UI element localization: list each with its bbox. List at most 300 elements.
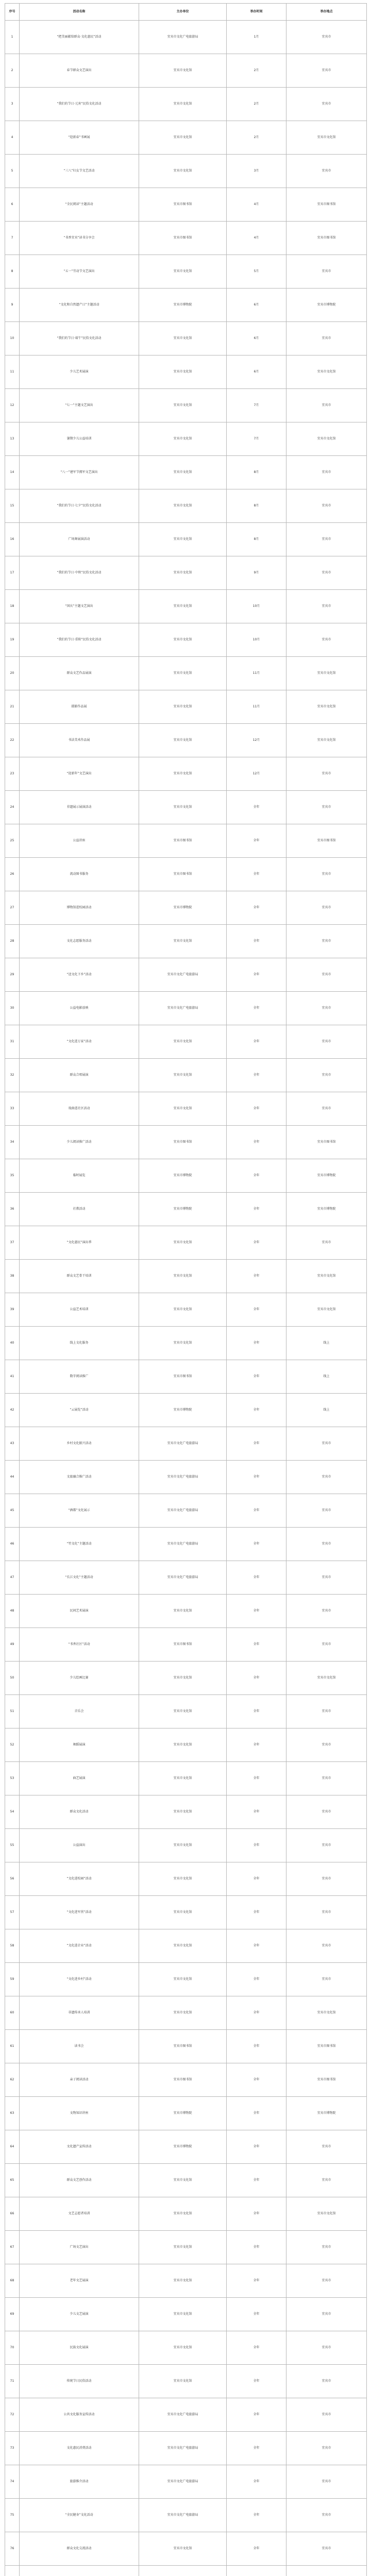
- row-name: 少儿绘画比赛: [20, 1662, 139, 1695]
- row-time: 6月: [227, 289, 286, 322]
- row-org: 宜宾市文化馆: [139, 322, 227, 355]
- row-time: 4月: [227, 188, 286, 222]
- row-name: “书香社区”活动: [20, 1628, 139, 1662]
- row-name: “云展览”活动: [20, 1394, 139, 1427]
- row-org: 宜宾市文化广电旅游局: [139, 2499, 227, 2532]
- row-time: 12月: [227, 757, 286, 791]
- row-no: 40: [5, 1327, 20, 1360]
- row-name: 公益演出: [20, 1829, 139, 1862]
- row-name: 民族文化展演: [20, 2331, 139, 2365]
- row-place: 宜宾市: [286, 2365, 367, 2398]
- row-time: 12月: [227, 724, 286, 757]
- row-name: 流动图书服务: [20, 858, 139, 891]
- row-org: 宜宾市文化馆: [139, 155, 227, 188]
- table-row: [5, 255, 367, 289]
- row-time: 全年: [227, 1360, 286, 1394]
- row-org: 宜宾市文化馆: [139, 757, 227, 791]
- row-time: 全年: [227, 1461, 286, 1494]
- row-name: 亲子阅读活动: [20, 2063, 139, 2097]
- row-org: 宜宾市文化馆: [139, 925, 227, 958]
- row-no: 20: [5, 657, 20, 690]
- row-time: 9月: [227, 556, 286, 590]
- row-time: 8月: [227, 523, 286, 556]
- row-org: 宜宾市博物院: [139, 289, 227, 322]
- row-org: 宜宾市文化馆: [139, 590, 227, 623]
- row-time: 6月: [227, 322, 286, 355]
- table-row: [5, 1193, 367, 1226]
- row-place: 宜宾市: [286, 2231, 367, 2264]
- row-place: 宜宾市: [286, 1862, 367, 1896]
- row-org: 宜宾市博物院: [139, 1394, 227, 1427]
- row-name: 少儿文艺展演: [20, 2298, 139, 2331]
- table-row: [5, 1963, 367, 1996]
- row-place: 宜宾市文化馆: [286, 690, 367, 724]
- row-place: 宜宾市: [286, 523, 367, 556]
- row-org: 宜宾市文化广电旅游局: [139, 2432, 227, 2465]
- row-time: 7月: [227, 389, 286, 422]
- row-time: 全年: [227, 2298, 286, 2331]
- row-place: 宜宾市: [286, 1427, 367, 1461]
- row-name: 舞蹈展演: [20, 1728, 139, 1762]
- row-name: 公益讲座: [20, 824, 139, 858]
- row-org: 宜宾市文化馆: [139, 1795, 227, 1829]
- row-time: 10月: [227, 590, 286, 623]
- row-name: 非遗展示展演活动: [20, 791, 139, 824]
- row-no: 5: [5, 155, 20, 188]
- row-org: 宜宾市图书馆: [139, 1628, 227, 1662]
- row-org: 宜宾市文化馆: [139, 690, 227, 724]
- row-no: 57: [5, 1896, 20, 1929]
- row-no: 74: [5, 2465, 20, 2499]
- row-no: 58: [5, 1929, 20, 1963]
- row-place: 宜宾市: [286, 322, 367, 355]
- row-place: 宜宾市: [286, 489, 367, 523]
- row-no: 63: [5, 2097, 20, 2130]
- row-name: 传统节日民俗活动: [20, 2365, 139, 2398]
- row-org: 宜宾市文化馆: [139, 88, 227, 121]
- row-name: 文艺志愿者培训: [20, 2197, 139, 2231]
- row-org: 宜宾市文化馆: [139, 1996, 227, 2030]
- row-no: 18: [5, 590, 20, 623]
- row-name: 文旅融合推广活动: [20, 1461, 139, 1494]
- table-row: [5, 1025, 367, 1059]
- row-time: 全年: [227, 992, 286, 1025]
- row-name: “文化进万家”活动: [20, 1025, 139, 1059]
- row-org: 宜宾市文化馆: [139, 1728, 227, 1762]
- row-name: 文化志愿服务活动: [20, 925, 139, 958]
- row-time: 全年: [227, 1059, 286, 1092]
- table-row: [5, 992, 367, 1025]
- row-no: 22: [5, 724, 20, 757]
- row-time: 全年: [227, 1427, 286, 1461]
- row-org: 宜宾市博物院: [139, 2097, 227, 2130]
- table-row: [5, 21, 367, 54]
- row-no: 21: [5, 690, 20, 724]
- row-time: 6月: [227, 355, 286, 389]
- row-no: 46: [5, 1528, 20, 1561]
- row-place: 宜宾市: [286, 1695, 367, 1728]
- table-row: [5, 1226, 367, 1260]
- row-place: 宜宾市: [286, 2264, 367, 2298]
- row-no: 16: [5, 523, 20, 556]
- row-no: 17: [5, 556, 20, 590]
- row-org: 宜宾市文化馆: [139, 1092, 227, 1126]
- row-org: 宜宾市文化馆: [139, 1862, 227, 1896]
- row-org: 宜宾市文化馆: [139, 1226, 227, 1260]
- row-name: 民间艺术展演: [20, 1595, 139, 1628]
- row-org: 宜宾市文化馆: [139, 1662, 227, 1695]
- row-org: 宜宾市文化馆: [139, 1762, 227, 1795]
- row-org: 宜宾市文化馆: [139, 623, 227, 657]
- row-place: 宜宾市博物院: [286, 2097, 367, 2130]
- row-time: 全年: [227, 1628, 286, 1662]
- row-no: 65: [5, 2164, 20, 2197]
- row-time: 全年: [227, 1394, 286, 1427]
- row-name: 文化惠民消费活动: [20, 2432, 139, 2465]
- row-no: 53: [5, 1762, 20, 1795]
- table-row: [5, 1159, 367, 1193]
- row-org: 宜宾市文化馆: [139, 2331, 227, 2365]
- row-org: 宜宾市博物院: [139, 891, 227, 925]
- row-time: 全年: [227, 2231, 286, 2264]
- row-no: 71: [5, 2365, 20, 2398]
- row-org: 宜宾市文化广电旅游局: [139, 1494, 227, 1528]
- row-org: 宜宾市文化馆: [139, 657, 227, 690]
- row-org: 宜宾市文化馆: [139, 489, 227, 523]
- row-no: 27: [5, 891, 20, 925]
- table-row: [5, 2398, 367, 2432]
- row-org: 宜宾市文化馆: [139, 1829, 227, 1862]
- row-name: “文化惠民”演出季: [20, 1226, 139, 1260]
- row-no: 54: [5, 1795, 20, 1829]
- row-place: 宜宾市: [286, 791, 367, 824]
- row-time: 全年: [227, 2432, 286, 2465]
- row-time: 全年: [227, 1260, 286, 1293]
- row-place: 宜宾市: [286, 590, 367, 623]
- row-name: 乡村文化振兴活动: [20, 1427, 139, 1461]
- row-time: 全年: [227, 2264, 286, 2298]
- table-row: [5, 2063, 367, 2097]
- row-org: 宜宾市文化馆: [139, 2197, 227, 2231]
- row-no: 26: [5, 858, 20, 891]
- row-no: 30: [5, 992, 20, 1025]
- row-time: 全年: [227, 2365, 286, 2398]
- table-row: [5, 422, 367, 456]
- row-no: 67: [5, 2231, 20, 2264]
- row-name: “文化和自然遗产日”主题活动: [20, 289, 139, 322]
- row-name: 广场舞展演活动: [20, 523, 139, 556]
- table-row: [5, 322, 367, 355]
- row-org: 宜宾市文化馆: [139, 1260, 227, 1293]
- table-row: [5, 1728, 367, 1762]
- row-org: 宜宾市文化广电旅游局: [139, 2465, 227, 2499]
- table-row: [5, 155, 367, 188]
- row-name: 暑期少儿公益培训: [20, 422, 139, 456]
- row-org: 宜宾市博物院: [139, 1159, 227, 1193]
- table-row: [5, 2197, 367, 2231]
- row-name: “我们的节日·重阳”民俗文化活动: [20, 623, 139, 657]
- row-place: 宜宾市: [286, 2398, 367, 2432]
- row-place: 宜宾市: [286, 2499, 367, 2532]
- row-time: 7月: [227, 422, 286, 456]
- row-no: 60: [5, 1996, 20, 2030]
- row-place: 宜宾市文化馆: [286, 121, 367, 155]
- row-place: 宜宾市: [286, 2532, 367, 2566]
- row-time: 全年: [227, 2197, 286, 2231]
- header-org: 主办单位: [139, 4, 227, 21]
- row-time: 全年: [227, 1795, 286, 1829]
- row-org: [139, 2566, 227, 2576]
- table-row: [5, 757, 367, 791]
- table-row: [5, 523, 367, 556]
- row-place: 宜宾市: [286, 757, 367, 791]
- row-name: “我们的节日·七夕”民俗文化活动: [20, 489, 139, 523]
- table-row: [5, 2365, 367, 2398]
- table-row: [5, 2566, 367, 2576]
- row-place: 宜宾市: [286, 2465, 367, 2499]
- row-time: 全年: [227, 1896, 286, 1929]
- row-time: 2月: [227, 88, 286, 121]
- row-time: 10月: [227, 623, 286, 657]
- row-org: 宜宾市图书馆: [139, 824, 227, 858]
- table-row: [5, 958, 367, 992]
- table-row: [5, 1293, 367, 1327]
- row-name: 博物馆进校园活动: [20, 891, 139, 925]
- table-row: [5, 2097, 367, 2130]
- row-name: 群众文艺骨干培训: [20, 1260, 139, 1293]
- row-no: 12: [5, 389, 20, 422]
- row-no: 50: [5, 1662, 20, 1695]
- table-row: [5, 2331, 367, 2365]
- table-row: [5, 1126, 367, 1159]
- row-name: 老年文艺展演: [20, 2264, 139, 2298]
- row-time: 全年: [227, 958, 286, 992]
- row-no: 76: [5, 2532, 20, 2566]
- table-row: [5, 724, 367, 757]
- row-org: 宜宾市文化广电旅游局: [139, 958, 227, 992]
- row-time: 全年: [227, 1025, 286, 1059]
- row-no: 35: [5, 1159, 20, 1193]
- row-no: 59: [5, 1963, 20, 1996]
- table-row: [5, 289, 367, 322]
- table-row: [5, 2465, 367, 2499]
- row-place: 宜宾市: [286, 88, 367, 121]
- row-no: 55: [5, 1829, 20, 1862]
- row-org: 宜宾市文化馆: [139, 422, 227, 456]
- table-row: [5, 1394, 367, 1427]
- row-place: 宜宾市: [286, 2130, 367, 2164]
- row-no: 70: [5, 2331, 20, 2365]
- row-no: 47: [5, 1561, 20, 1595]
- table-row: [5, 1427, 367, 1461]
- row-name: 曲艺展演: [20, 1762, 139, 1795]
- row-org: 宜宾市文化广电旅游局: [139, 21, 227, 54]
- row-place: 宜宾市: [286, 1795, 367, 1829]
- row-place: 线上: [286, 1327, 367, 1360]
- row-name: 春节群众文艺演出: [20, 54, 139, 88]
- row-time: 全年: [227, 824, 286, 858]
- table-row: [5, 1528, 367, 1561]
- row-no: 61: [5, 2030, 20, 2063]
- row-no: [5, 2566, 20, 2576]
- table-row: [5, 858, 367, 891]
- table-row: [5, 556, 367, 590]
- row-name: “全民阅读”主题活动: [20, 188, 139, 222]
- header-name: 活动名称: [20, 4, 139, 21]
- row-time: 2月: [227, 121, 286, 155]
- row-place: 宜宾市博物院: [286, 1159, 367, 1193]
- table-row: [5, 2432, 367, 2465]
- row-org: 宜宾市图书馆: [139, 1360, 227, 1394]
- row-time: 2月: [227, 54, 286, 88]
- row-org: 宜宾市文化馆: [139, 1059, 227, 1092]
- row-name: 音乐会: [20, 1695, 139, 1728]
- row-org: 宜宾市文化馆: [139, 355, 227, 389]
- row-place: 宜宾市: [286, 556, 367, 590]
- row-place: 宜宾市: [286, 1561, 367, 1595]
- row-org: 宜宾市图书馆: [139, 2063, 227, 2097]
- row-no: 7: [5, 222, 20, 255]
- row-place: 宜宾市文化馆: [286, 724, 367, 757]
- row-org: 宜宾市文化馆: [139, 2298, 227, 2331]
- row-time: 全年: [227, 1327, 286, 1360]
- row-no: 48: [5, 1595, 20, 1628]
- row-time: 全年: [227, 1662, 286, 1695]
- row-time: 全年: [227, 791, 286, 824]
- row-no: 72: [5, 2398, 20, 2432]
- row-time: 全年: [227, 1226, 286, 1260]
- table-row: [5, 355, 367, 389]
- row-org: 宜宾市图书馆: [139, 222, 227, 255]
- table-body: [5, 21, 367, 2576]
- row-no: 10: [5, 322, 20, 355]
- row-place: 宜宾市: [286, 1628, 367, 1662]
- row-place: 宜宾市: [286, 623, 367, 657]
- row-org: 宜宾市文化广电旅游局: [139, 2398, 227, 2432]
- row-org: 宜宾市文化广电旅游局: [139, 1561, 227, 1595]
- table-row: [5, 1461, 367, 1494]
- row-name: 读书会: [20, 2030, 139, 2063]
- row-name: 旅游推介活动: [20, 2465, 139, 2499]
- row-place: 宜宾市: [286, 1595, 367, 1628]
- table-row: [5, 2264, 367, 2298]
- row-place: 宜宾市: [286, 1461, 367, 1494]
- row-no: 68: [5, 2264, 20, 2298]
- row-place: 宜宾市: [286, 1092, 367, 1126]
- row-name: 文物知识讲座: [20, 2097, 139, 2130]
- row-no: 14: [5, 456, 20, 489]
- row-place: 宜宾市: [286, 925, 367, 958]
- activity-table-container: [5, 3, 366, 2576]
- row-place: 宜宾市: [286, 992, 367, 1025]
- table-row: [5, 891, 367, 925]
- row-place: 宜宾市: [286, 1896, 367, 1929]
- row-time: 8月: [227, 456, 286, 489]
- table-row: [5, 1595, 367, 1628]
- row-no: 31: [5, 1025, 20, 1059]
- row-org: 宜宾市图书馆: [139, 1126, 227, 1159]
- table-row: [5, 1327, 367, 1360]
- table-row: [5, 657, 367, 690]
- row-org: 宜宾市文化馆: [139, 1963, 227, 1996]
- row-name: 戏曲进社区活动: [20, 1092, 139, 1126]
- row-name: “文化进军营”活动: [20, 1896, 139, 1929]
- table-row: [5, 2030, 367, 2063]
- row-time: 全年: [227, 2331, 286, 2365]
- table-row: [5, 2499, 367, 2532]
- table-row: [5, 791, 367, 824]
- row-time: 1月: [227, 21, 286, 54]
- row-time: 全年: [227, 858, 286, 891]
- row-no: 32: [5, 1059, 20, 1092]
- row-name: 摄影作品展: [20, 690, 139, 724]
- row-time: 全年: [227, 925, 286, 958]
- row-name: “迎新年”文艺演出: [20, 757, 139, 791]
- row-no: 69: [5, 2298, 20, 2331]
- row-name: “送文化下乡”活动: [20, 958, 139, 992]
- row-time: 全年: [227, 1092, 286, 1126]
- row-no: 41: [5, 1360, 20, 1394]
- row-no: 38: [5, 1260, 20, 1293]
- row-place: 宜宾市: [286, 2298, 367, 2331]
- row-org: 宜宾市文化馆: [139, 2264, 227, 2298]
- row-name: 公共文化服务宣传活动: [20, 2398, 139, 2432]
- row-no: 62: [5, 2063, 20, 2097]
- table-row: [5, 1494, 367, 1528]
- table-row: [5, 1795, 367, 1829]
- row-no: 64: [5, 2130, 20, 2164]
- row-name: 线上文化服务: [20, 1327, 139, 1360]
- row-place: 宜宾市: [286, 1528, 367, 1561]
- row-name: “我们的节日·元宵”民俗文化活动: [20, 88, 139, 121]
- row-org: 宜宾市文化馆: [139, 1025, 227, 1059]
- table-row: [5, 1360, 367, 1394]
- row-place: 宜宾市: [286, 155, 367, 188]
- row-no: 29: [5, 958, 20, 992]
- table-row: [5, 1929, 367, 1963]
- row-time: 8月: [227, 489, 286, 523]
- row-place: 宜宾市文化馆: [286, 1260, 367, 1293]
- table-row: [5, 489, 367, 523]
- row-org: 宜宾市文化广电旅游局: [139, 1461, 227, 1494]
- row-no: 24: [5, 791, 20, 824]
- row-place: 宜宾市图书馆: [286, 824, 367, 858]
- row-place: 宜宾市: [286, 54, 367, 88]
- table-row: [5, 2298, 367, 2331]
- row-org: 宜宾市文化广电旅游局: [139, 1528, 227, 1561]
- row-no: 23: [5, 757, 20, 791]
- row-no: 34: [5, 1126, 20, 1159]
- row-name: “把美丽献给群众·文化惠民”活动: [20, 21, 139, 54]
- row-name: “文化进乡村”活动: [20, 1963, 139, 1996]
- row-no: 1: [5, 21, 20, 54]
- row-time: 11月: [227, 690, 286, 724]
- row-no: 9: [5, 289, 20, 322]
- row-no: 19: [5, 623, 20, 657]
- row-no: 66: [5, 2197, 20, 2231]
- row-no: 8: [5, 255, 20, 289]
- row-time: 全年: [227, 1695, 286, 1728]
- row-time: 4月: [227, 222, 286, 255]
- row-place: 宜宾市图书馆: [286, 2063, 367, 2097]
- row-org: 宜宾市图书馆: [139, 858, 227, 891]
- row-no: 2: [5, 54, 20, 88]
- table-row: [5, 1695, 367, 1728]
- row-place: 宜宾市文化馆: [286, 1662, 367, 1695]
- row-place: 宜宾市: [286, 255, 367, 289]
- row-no: 11: [5, 355, 20, 389]
- row-name: “五一”劳动节文艺演出: [20, 255, 139, 289]
